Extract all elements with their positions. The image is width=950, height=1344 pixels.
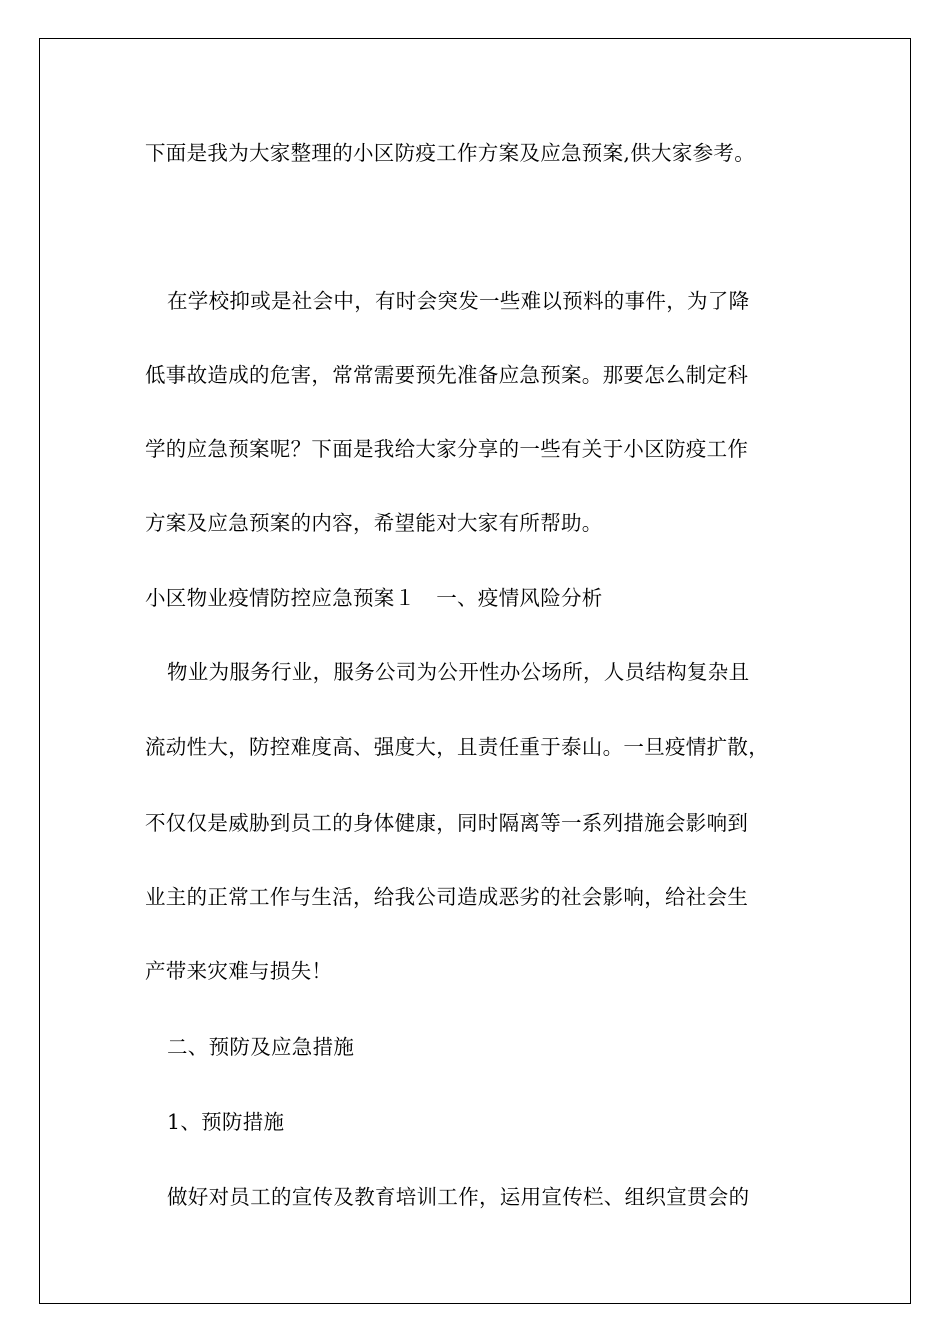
paragraph2-line4: 业主的正常工作与生活，给我公司造成恶劣的社会影响，给社会生 [145,885,749,909]
paragraph2-line1: 物业为服务行业，服务公司为公开性办公场所，人员结构复杂且 [167,660,750,684]
paragraph2-line5: 产带来灾难与损失！ [145,959,333,983]
paragraph3-line1: 做好对员工的宣传及教育培训工作，运用宣传栏、组织宣贯会的 [167,1185,750,1209]
section-heading: 小区物业疫情防控应急预案１ 一、疫情风险分析 [145,586,603,610]
paragraph2-line3: 不仅仅是威胁到员工的身体健康，同时隔离等一系列措施会影响到 [145,811,749,835]
paragraph2-line2: 流动性大，防控难度高、强度大，且责任重于泰山。一旦疫情扩散， [145,735,769,759]
heading-prevention-measures: 二、预防及应急措施 [167,1035,355,1059]
heading-preventive-steps: 1、预防措施 [167,1110,285,1134]
paragraph1-line1: 在学校抑或是社会中，有时会突发一些难以预料的事件，为了降 [167,289,750,313]
intro-text: 下面是我为大家整理的小区防疫工作方案及应急预案,供大家参考。 [145,141,756,165]
paragraph1-line2: 低事故造成的危害，常常需要预先准备应急预案。那要怎么制定科 [145,363,749,387]
paragraph1-line3: 学的应急预案呢？下面是我给大家分享的一些有关于小区防疫工作 [145,437,749,461]
paragraph1-line4: 方案及应急预案的内容，希望能对大家有所帮助。 [145,511,603,535]
